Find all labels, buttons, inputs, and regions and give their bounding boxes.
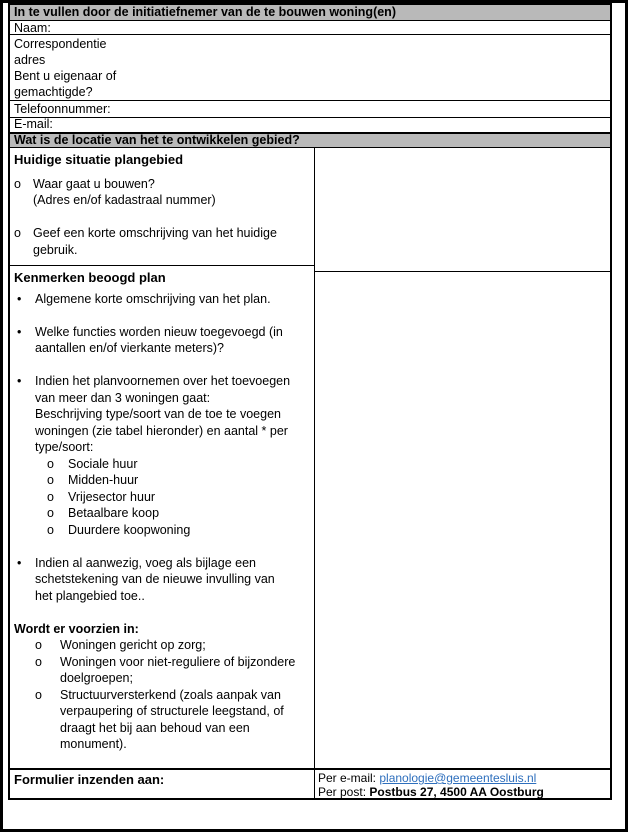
section-header-locatie-text: Wat is de locatie van het te ontwikkelen gebied? [14, 133, 300, 147]
submit-row [10, 768, 610, 798]
disc-bullet-marker: • [17, 291, 22, 306]
telefoon-input-area[interactable] [111, 101, 610, 117]
telefoon-row [10, 101, 610, 118]
huidige-situatie-title: Huidige situatie plangebied [14, 152, 184, 167]
questions-column [10, 148, 314, 768]
circle-bullet-marker: o [14, 226, 21, 240]
disc-bullet-marker: • [17, 324, 22, 339]
naam-input-area[interactable] [51, 21, 610, 34]
kenmerken-bullet-3: • Indien het planvoornemen over het toevoegen van meer dan 3 woningen gaat: Beschrijving type/soort van de toe te voegen woningen (zie tabel hieronder) en aantal * per type/soort: [14, 373, 312, 456]
correspondentie-label: Correspondentie adres Bent u eigenaar of gemachtigde? [14, 37, 117, 99]
disc-bullet-marker: • [17, 374, 22, 388]
answers-column [314, 148, 610, 768]
submit-email-prefix: Per e-mail: [318, 771, 380, 785]
circle-bullet-marker: o [35, 687, 42, 702]
kenmerken-bullet-2: • Welke functies worden nieuw toegevoegd (in aantallen en/of vierkante meters)? [14, 324, 312, 357]
woningtype-item-betaalbare-koop: o Betaalbare koop [47, 506, 160, 520]
circle-bullet-marker: o [35, 638, 42, 652]
disc-bullet-marker: • [17, 555, 22, 570]
section-header-initiatiefnemer [10, 5, 610, 21]
email-label: E-mail: [14, 117, 53, 131]
kenmerken-bullet-1: • Algemene korte omschrijving van het plan. [14, 291, 312, 308]
naam-row [10, 21, 610, 35]
kenmerken-plan-title: Kenmerken beoogd plan [14, 270, 166, 285]
circle-bullet-marker: o [47, 456, 54, 471]
correspondentie-input-area[interactable] [116, 36, 610, 100]
voorzien-item-zorg: o Woningen gericht op zorg; [35, 638, 206, 652]
answer-area-huidige-situatie[interactable] [314, 148, 610, 272]
huidige-bullet-1: o Waar gaat u bouwen? (Adres en/of kadastraal nummer) [14, 176, 216, 207]
answer-area-kenmerken-plan[interactable] [314, 272, 610, 768]
form-table [8, 3, 612, 800]
voorzien-item-doelgroepen: o Woningen voor niet-reguliere of bijzondere doelgroepen; [35, 654, 296, 685]
telefoon-label: Telefoonnummer: [14, 102, 111, 116]
submit-post-prefix: Per post: [318, 785, 370, 799]
kenmerken-bullet-4: • Indien al aanwezig, voeg als bijlage een schetstekening van de nieuwe invulling van het plangebied toe.. [14, 555, 312, 605]
email-input-area[interactable] [53, 118, 610, 132]
woningtype-item-duurdere-koopwoning: o Duurdere koopwoning [47, 522, 191, 537]
circle-bullet-marker: o [35, 654, 42, 669]
circle-bullet-marker: o [14, 176, 21, 191]
woningtype-item-midden-huur: o Midden-huur [47, 473, 139, 487]
submit-email-line [318, 771, 610, 785]
circle-bullet-marker: o [47, 522, 54, 537]
circle-bullet-marker: o [47, 473, 54, 487]
submit-post-line [318, 785, 610, 799]
woningtype-item-vrijesector-huur: o Vrijesector huur [47, 489, 156, 504]
email-row [10, 118, 610, 132]
kenmerken-plan-cell [10, 266, 314, 768]
email-link[interactable]: planologie@gemeentesluis.nl [379, 771, 537, 785]
correspondentie-row [10, 35, 610, 101]
section-header-initiatiefnemer-text: In te vullen door de initiatiefnemer van de te bouwen woning(en) [14, 5, 396, 19]
huidige-situatie-cell [10, 148, 314, 266]
submit-post-address: Postbus 27, 4500 AA Oostburg [369, 785, 544, 799]
woningtype-item-sociale-huur: o Sociale huur [47, 456, 138, 471]
naam-label: Naam: [14, 21, 51, 35]
circle-bullet-marker: o [47, 506, 54, 520]
huidige-bullet-2: o Geef een korte omschrijving van het huidige gebruik. [14, 226, 277, 257]
section-header-locatie [10, 132, 610, 148]
voorzien-title: Wordt er voorzien in: [14, 621, 139, 636]
submit-details-cell [314, 770, 610, 799]
questions-answers-grid [10, 148, 610, 768]
circle-bullet-marker: o [47, 489, 54, 504]
voorzien-item-structuurversterkend: o Structuurversterkend (zoals aanpak van verpaupering of structurele leegstand, of draagt het bij aan behoud van een monument). [35, 687, 284, 751]
submit-label: Formulier inzenden aan: [14, 772, 165, 787]
